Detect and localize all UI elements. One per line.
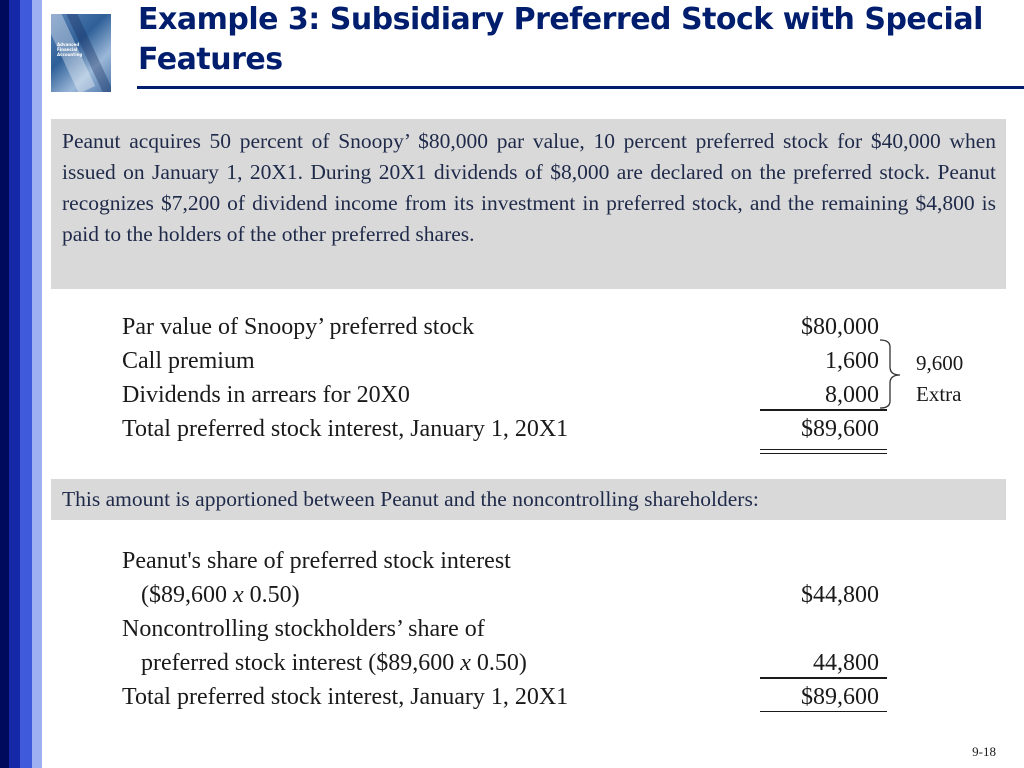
apportion-text-box — [51, 479, 1006, 520]
peanut-share-calc: ($89,600 x 0.50) — [141, 582, 300, 608]
double-underline-bottom — [760, 453, 887, 454]
title-underline — [137, 86, 1024, 89]
intro-text-box — [51, 119, 1006, 289]
schedule1-label-par: Par value of Snoopy’ preferred stock — [122, 314, 475, 340]
apportion-text: This amount is apportioned between Peanut and the noncontrolling shareholders: — [62, 487, 759, 511]
brace-note-label: Extra — [916, 382, 962, 406]
schedule1-label-arrears: Dividends in arrears for 20X0 — [122, 382, 410, 408]
total-underline — [760, 711, 887, 712]
book-cover-logo — [51, 14, 111, 92]
intro-text: Peanut acquires 50 percent of Snoopy’ $80,000 par value, 10 percent preferred stock for $40,000 when issued on January 1, 20X1. During 20X1 dividends of $8,000 are declared on the preferred stock. Peanut recognizes $7,200 of dividend income from its investment in preferred stock, and the remaining $4,800 is paid to the holders of the other preferred shares. — [62, 129, 996, 246]
slide-title: Example 3: Subsidiary Preferred Stock with Special Features — [138, 2, 983, 77]
peanut-share-label: Peanut's share of preferred stock interest — [122, 548, 511, 574]
schedule2-total-amount: $89,600 — [801, 684, 879, 710]
schedule1-amount-call: 1,600 — [825, 348, 879, 374]
page-number: 9-18 — [972, 744, 996, 759]
underline-nci — [760, 677, 887, 679]
underline-arrears — [760, 409, 887, 411]
nci-share-calc: preferred stock interest ($89,600 x 0.50) — [141, 650, 527, 676]
brace-note-value: 9,600 — [916, 351, 964, 375]
peanut-share-amount: $44,800 — [801, 582, 879, 608]
schedule2-total-label: Total preferred stock interest, January 1, 20X1 — [122, 684, 569, 710]
side-decoration-bars — [0, 0, 44, 768]
nci-share-label: Noncontrolling stockholders’ share of — [122, 616, 485, 642]
schedule1-label-total: Total preferred stock interest, January 1, 20X1 — [122, 416, 569, 442]
schedule1-amount-total: $89,600 — [801, 416, 879, 442]
schedule1-amount-arrears: 8,000 — [825, 382, 879, 408]
double-underline-top — [760, 449, 887, 450]
logo-text: Advanced Financial Accounting — [57, 42, 83, 57]
right-brace-icon — [878, 339, 904, 409]
schedule1-label-call: Call premium — [122, 348, 255, 374]
nci-share-amount: 44,800 — [813, 650, 879, 676]
schedule1-amount-par: $80,000 — [801, 314, 879, 340]
